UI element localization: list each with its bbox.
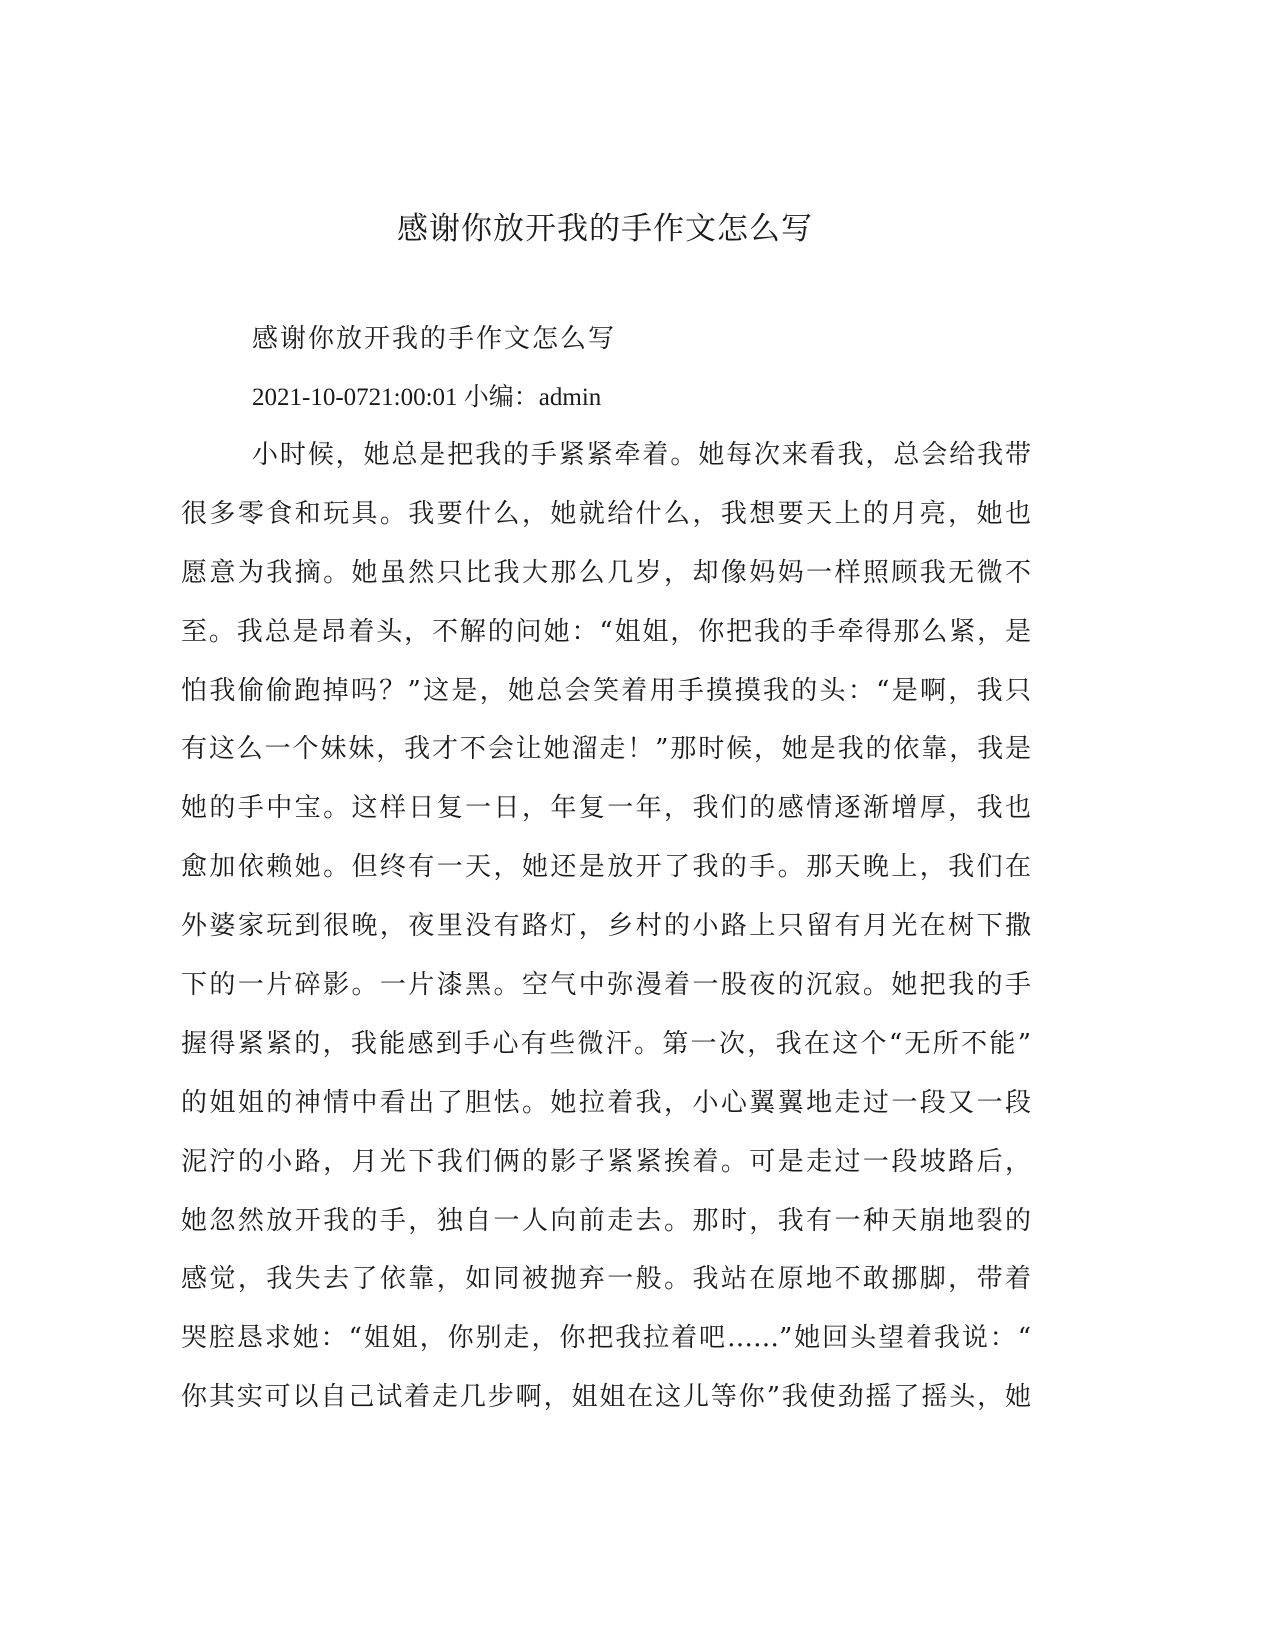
body-line: 怕我偷偷跑掉吗？”这是，她总会笑着用手摸摸我的头：“是啊，我只 [181, 675, 1031, 706]
body-line: 你其实可以自己试着走几步啊，姐姐在这儿等你”我使劲摇了摇头，她 [181, 1382, 1031, 1413]
body-line: 感觉，我失去了依靠，如同被抛弃一般。我站在原地不敢挪脚，带着 [181, 1264, 1031, 1295]
body-paragraph [181, 432, 1031, 1433]
body-line: 外婆家玩到很晚，夜里没有路灯，乡村的小路上只留有月光在树下撒 [181, 911, 1031, 942]
document-subtitle: 感谢你放开我的手作文怎么写 [252, 324, 617, 354]
body-line: 有这么一个妹妹，我才不会让她溜走！”那时候，她是我的依靠，我是 [181, 734, 1031, 765]
publish-meta: 2021-10-0721:00:01 小编：admin [252, 384, 602, 411]
body-line: 下的一片碎影。一片漆黑。空气中弥漫着一股夜的沉寂。她把我的手 [181, 970, 1031, 1001]
body-line: 愈加依赖她。但终有一天，她还是放开了我的手。那天晚上，我们在 [181, 852, 1031, 883]
body-line: 哭腔恳求她：“姐姐，你别走，你把我拉着吧……”她回头望着我说：“ [181, 1323, 1031, 1354]
body-line: 她的手中宝。这样日复一日，年复一年，我们的感情逐渐增厚，我也 [181, 793, 1031, 824]
body-line: 的姐姐的神情中看出了胆怯。她拉着我，小心翼翼地走过一段又一段 [181, 1087, 1031, 1118]
body-line: 泥泞的小路，月光下我们俩的影子紧紧挨着。可是走过一段坡路后， [181, 1146, 1031, 1177]
body-line: 很多零食和玩具。我要什么，她就给什么，我想要天上的月亮，她也 [181, 498, 1031, 529]
body-line: 至。我总是昂着头，不解的问她：“姐姐，你把我的手牵得那么紧，是 [181, 616, 1031, 647]
body-line: 小时候，她总是把我的手紧紧牵着。她每次来看我，总会给我带 [252, 440, 1031, 470]
body-line: 愿意为我摘。她虽然只比我大那么几岁，却像妈妈一样照顾我无微不 [181, 557, 1031, 588]
document-title: 感谢你放开我的手作文怎么写 [397, 211, 813, 247]
body-line: 握得紧紧的，我能感到手心有些微汗。第一次，我在这个“无所不能” [181, 1028, 1031, 1059]
body-line: 她忽然放开我的手，独自一人向前走去。那时，我有一种天崩地裂的 [181, 1205, 1031, 1236]
